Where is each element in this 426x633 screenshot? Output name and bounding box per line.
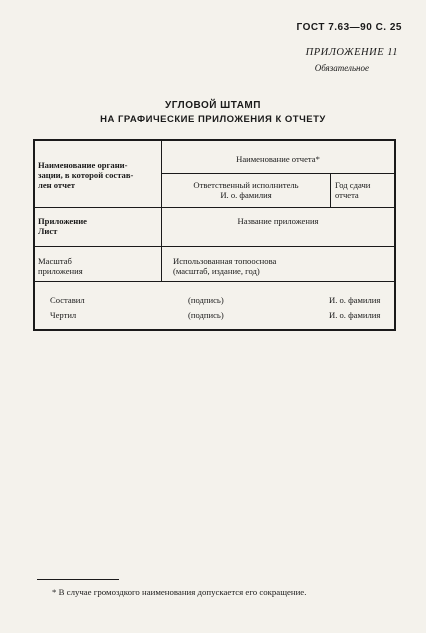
drawn-name: И. о. фамилия (329, 310, 381, 320)
table-vertical-divider (330, 173, 331, 207)
footnote-text: * В случае громоздкого наименования допускается его сокращение. (52, 587, 307, 597)
table-row-divider (34, 246, 395, 247)
scale-label: Масштаб приложения (38, 256, 83, 276)
compiled-name: И. о. фамилия (329, 295, 381, 305)
report-name-field: Наименование отчета* (236, 154, 320, 164)
appendix-status: Обязательное (314, 63, 369, 73)
page-subtitle: НА ГРАФИЧЕСКИЕ ПРИЛОЖЕНИЯ К ОТЧЕТУ (100, 114, 326, 125)
compiled-by-label: Составил (50, 295, 85, 305)
responsible-executor-field: Ответственный исполнитель И. о. фамилия (193, 180, 299, 200)
drawn-signature: (подпись) (188, 310, 224, 320)
sheet-label: Лист (38, 226, 58, 236)
appendix-number: ПРИЛОЖЕНИЕ 11 (305, 47, 398, 58)
standard-code: ГОСТ 7.63—90 С. 25 (296, 22, 402, 33)
drawn-by-label: Чертил (50, 310, 77, 320)
topographic-base-field: Использованная топооснова (масштаб, издание, год) (173, 256, 277, 276)
table-row-divider (34, 281, 395, 282)
appendix-label: Приложение (38, 216, 87, 226)
appendix-title-field: Название приложения (237, 216, 319, 226)
org-name-label: Наименование органи- зации, в которой состав- лен отчет (38, 160, 134, 190)
page-title: УГЛОВОЙ ШТАМП (165, 100, 261, 111)
table-row-divider (34, 207, 395, 208)
compiled-signature: (подпись) (188, 295, 224, 305)
table-row-divider (161, 173, 395, 174)
submission-year-field: Год сдачи отчета (335, 180, 371, 200)
footnote-rule (37, 579, 119, 580)
